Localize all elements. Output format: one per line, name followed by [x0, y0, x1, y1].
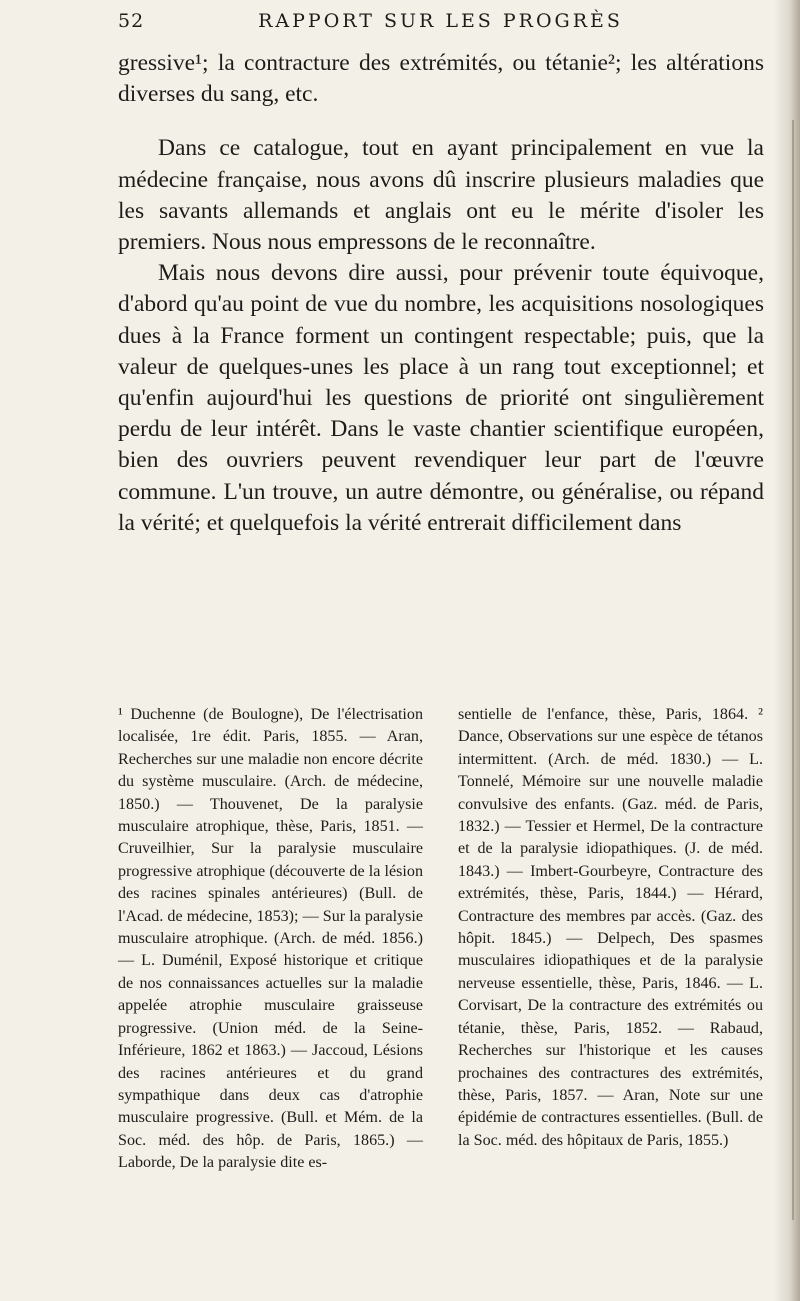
running-header — [118, 10, 763, 38]
running-title: RAPPORT SUR LES PROGRÈS — [258, 10, 623, 32]
paragraph-acquisitions: Mais nous devons dire aussi, pour prévenir toute équivoque, d'abord qu'au point de vue du nombre, les acquisitions nosologiques dues à la France forment un contingent respectable; puis, que la valeur de quelques-unes les place à un rang tout exceptionnel; et qu'enfin aujourd'hui les questions de priorité ont singulièrement perdu de leur intérêt. Dans le vaste chantier scientifique européen, bien des ouvriers peuvent revendiquer leur part de l'œuvre commune. L'un trouve, un autre démontre, ou généralise, ou répand la vérité; et quelquefois la vérité entrerait difficilement dans — [118, 260, 764, 536]
page-binding-edge — [792, 120, 794, 1220]
footnotes-left-column — [118, 704, 423, 1175]
page-binding-shadow — [774, 0, 800, 1301]
footnote-1: ¹ Duchenne (de Boulogne), De l'électrisation localisée, 1re édit. Paris, 1855. — Aran, Recherches sur une maladie non encore décrite du système musculaire. (Arch. de médecine, 1850.) — Thouvenet, De la paralysie musculaire atrophique, thèse, Paris, 1851. — Cruveilhier, Sur la paralysie musculaire progressive atrophique (découverte de la lésion des racines spinales antérieures) (Bull. de l'Acad. de médecine, 1853); — Sur la paralysie musculaire atrophique. (Arch. de méd. 1856.) — L. Duménil, Exposé historique et critique de nos connaissances actuelles sur la maladie appelée atrophie musculaire graisseuse progressive. (Union méd. de la Seine-Inférieure, 1862 et 1863.) — Jaccoud, Lésions des racines antérieures et du grand sympathique dans deux cas d'atrophie musculaire progressive. (Bull. et Mém. de la Soc. méd. des hôp. de Paris, 1865.) — Laborde, De la paralysie dite es- — [118, 706, 423, 1172]
page-number: 52 — [118, 10, 145, 32]
main-text — [118, 48, 764, 539]
continuation-paragraph: gressive¹; la contracture des extrémités, ou tétanie²; les altérations diverses du sang, etc. — [118, 50, 764, 108]
paragraph-catalogue: Dans ce catalogue, tout en ayant principalement en vue la médecine française, nous avons dû inscrire plusieurs maladies que les savants allemands et anglais ont eu le mérite d'isoler les premiers. Nous nous empressons de le reconnaître. — [118, 135, 764, 256]
footnotes-right-column — [458, 704, 763, 1152]
footnote-2: sentielle de l'enfance, thèse, Paris, 1864. ² Dance, Observations sur une espèce de tétanos intermittent. (Arch. de méd. 1830.) — L. Tonnelé, Mémoire sur une nouvelle maladie convulsive des enfants. (Gaz. méd. de Paris, 1832.) — Tessier et Hermel, De la contracture et de la paralysie idiopathiques. (J. de méd. 1843.) — Imbert-Gourbeyre, Contracture des extrémités, thèse, Paris, 1844.) — Hérard, Contracture des membres par accès. (Gaz. des hôpit. 1845.) — Delpech, Des spasmes musculaires idiopathiques et de la paralysie nerveuse essentielle, thèse, Paris, 1846. — L. Corvisart, De la contracture des extrémités ou tétanie, thèse, Paris, 1852. — Rabaud, Recherches sur l'historique et les causes prochaines des contractures des extrémités, thèse, Paris, 1857. — Aran, Note sur une épidémie de contractures essentielles. (Bull. de la Soc. méd. des hôpitaux de Paris, 1855.) — [458, 706, 763, 1149]
